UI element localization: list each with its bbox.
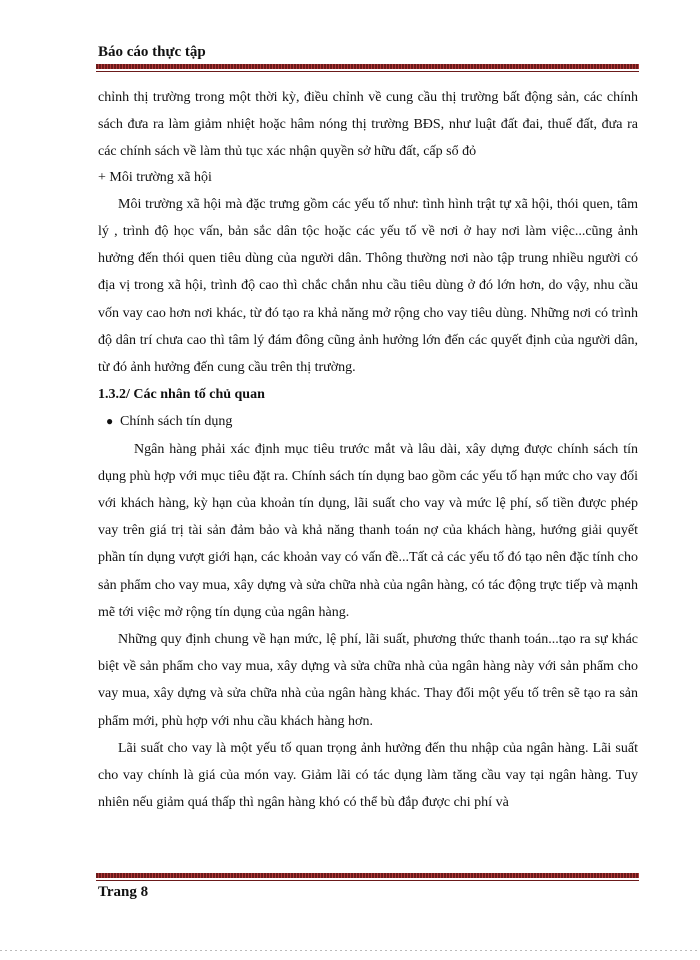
paragraph: Môi trường xã hội mà đặc trưng gồm các yếu tố như: tình hình trật tự xã hội, thói quen, tâm lý , trình độ học vấn, bản sắc dân tộc hoặc các yếu tố về nơi ở hay nơi làm việc...cũng ảnh hưởng đến thói quen tiêu dùng của người dân. Thông thường nơi nào tập trung nhiều người có địa vị trong xã hội, trình độ cao thì chắc chắn nhu cầu tiêu dùng ở đó lớn hơn, do vậy, nhu cầu vốn vay cao hơn nơi khác, từ đó tạo ra khả năng mở rộng cho vay tiêu dùng. Những nơi có trình độ dân trí chưa cao thì tâm lý đám đông cũng ảnh hưởng lớn đến các quyết định của người dân, từ đó ảnh hưởng đến cung cầu trên thị trường. bbox=[98, 196, 638, 376]
page-edge-divider bbox=[0, 950, 700, 951]
section-heading: 1.3.2/ Các nhân tố chủ quan bbox=[98, 387, 265, 403]
bullet-text: Chính sách tín dụng bbox=[120, 414, 233, 430]
paragraph: Lãi suất cho vay là một yếu tố quan trọng ảnh hưởng đến thu nhập của ngân hàng. Lãi suất cho vay chính là giá của món vay. Giảm lãi có tác dụng làm tăng cầu vay tại ngân hàng. Tuy nhiên nếu giảm quá thấp thì ngân hàng khó có thể bù đắp được chi phí và bbox=[98, 740, 638, 811]
paragraph: Những quy định chung về hạn mức, lệ phí, lãi suất, phương thức thanh toán...tạo ra sự khác biệt về sản phẩm cho vay mua, xây dựng và sửa chữa nhà của ngân hàng này với sản phẩm cho vay mua, xây dựng và sửa chữa nhà của ngân hàng khác. Thay đổi một yếu tố trên sẽ tạo ra sản phẩm mới, phù hợp với nhu cầu khách hàng hơn. bbox=[98, 632, 638, 729]
header-rule-line bbox=[96, 71, 639, 72]
footer-rule bbox=[96, 873, 639, 878]
page-body bbox=[98, 84, 638, 816]
paragraph: Ngân hàng phải xác định mục tiêu trước mắt và lâu dài, xây dựng được chính sách tín dụng phù hợp với mục tiêu đặt ra. Chính sách tín dụng bao gồm các yếu tố hạn mức cho vay đối với khách hàng, kỳ hạn của khoản tín dụng, lãi suất cho vay và mức lệ phí, số tiền được phép vay trên giá trị tài sản đảm bảo và khả năng thanh toán nợ của khách hàng, hướng giải quyết phần tín dụng vượt giới hạn, các khoản vay có vấn đề...Tất cả các yếu tố đó tạo nên đặc tính cho sản phẩm cho vay mua, xây dựng và sửa chữa nhà của ngân hàng, có tác động trực tiếp và mạnh mẽ tới việc mở rộng tín dụng của ngân hàng. bbox=[98, 441, 638, 620]
bullet-icon: ● bbox=[106, 414, 114, 429]
header-title: Báo cáo thực tập bbox=[98, 44, 206, 60]
header-rule bbox=[96, 64, 639, 69]
bullet-item bbox=[98, 408, 638, 435]
page-number: Trang 8 bbox=[98, 884, 149, 900]
paragraph: chỉnh thị trường trong một thời kỳ, điều chỉnh về cung cầu thị trường bất động sản, các chính sách đưa ra làm giảm nhiệt hoặc hâm nóng thị trường BĐS, như luật đất đai, thuế đất, đưa ra các chính sách về làm thủ tục xác nhận quyền sở hữu đất, cấp sổ đỏ bbox=[98, 90, 638, 160]
footer-rule-line bbox=[96, 880, 639, 881]
paragraph: + Môi trường xã hội bbox=[98, 169, 212, 185]
